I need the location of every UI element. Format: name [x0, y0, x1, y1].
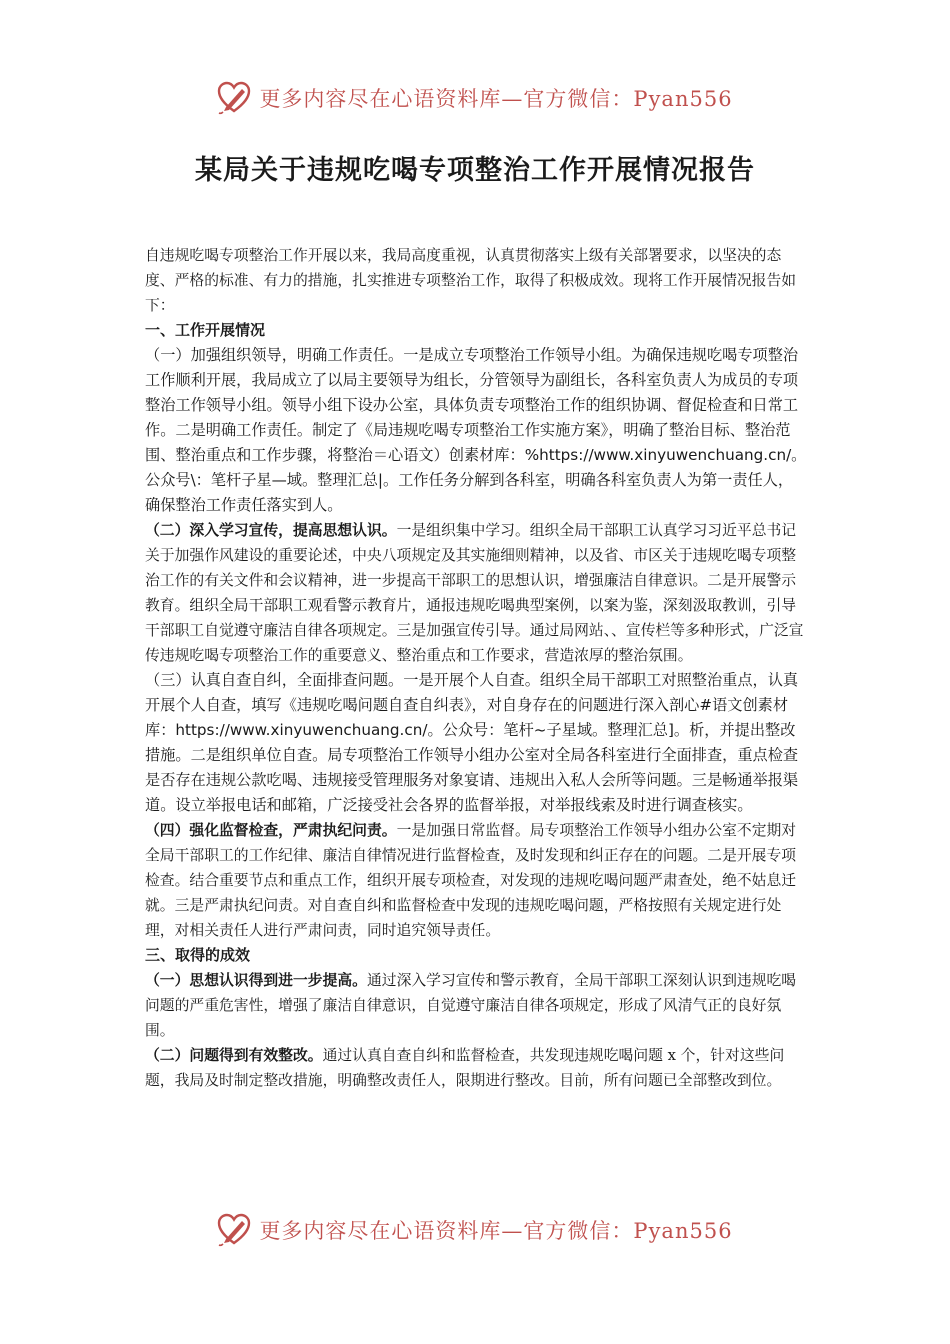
paragraph-body: 通过深入学习宣传和警示教育，全局干部职工深刻认识到违规吃喝问题的严重危害性，增强了廉洁自律意识，自觉遵守廉洁自律各项规定，形成了风清气正的良好氛围。 [145, 972, 797, 1039]
paragraph-study-publicity [145, 518, 807, 668]
footer-watermark-banner [0, 1210, 950, 1250]
paragraph-supervision [145, 818, 807, 943]
banner-text: 更多内容尽在心语资料库—官方微信：Pyan556 [259, 87, 733, 111]
section-heading-work-status: 一、工作开展情况 [145, 321, 266, 339]
banner-text: 更多内容尽在心语资料库—官方微信：Pyan556 [259, 1219, 733, 1243]
paragraph-lead: （一）思想认识得到进一步提高。 [145, 972, 367, 989]
paragraph-awareness-improved [145, 968, 807, 1043]
paragraph-organization-leadership [145, 343, 807, 518]
section-heading-results: 三、取得的成效 [145, 946, 251, 964]
paragraph-body: 一是成立专项整治工作领导小组。为确保违规吃喝专项整治工作顺利开展，我局成立了以局主要领导为组长，分管领导为副组长，各科室负责人为成员的专项整治工作领导小组。领导小组下设办公室，具体负责专项整治工作的组织协调、督促检查和日常工作。二是明确工作责任。制定了《局违规吃喝专项整治工作实施方案》，明确了整治目标、整治范围、整治重点和工作步骤，将整治＝心语文）创素材库：%https://www.xinyuwenchuang.cn/。公众号\：笔杆子星—域。整理汇总|。工作任务分解到各科室，明确各科室负责人为第一责任人，确保整治工作责任落实到人。 [145, 346, 807, 514]
paragraph-lead: （四）强化监督检查，严肃执纪问责。 [145, 822, 397, 839]
paragraph-problems-rectified [145, 1043, 807, 1093]
intro-paragraph: 自违规吃喝专项整治工作开展以来，我局高度重视，认真贯彻落实上级有关部署要求，以坚决的态度、严格的标准、有力的措施，扎实推进专项整治工作，取得了积极成效。现将工作开展情况报告如下： [145, 247, 797, 314]
paragraph-lead: （二）问题得到有效整改。 [145, 1047, 323, 1064]
document-body [145, 243, 807, 1093]
paragraph-self-inspection [145, 668, 807, 818]
paragraph-body: 通过认真自查自纠和监督检查，共发现违规吃喝问题 x 个，针对这些问题，我局及时制定整改措施，明确整改责任人，限期进行整改。目前，所有问题已全部整改到位。 [145, 1047, 785, 1089]
pen-heart-logo-icon [217, 1213, 251, 1247]
paragraph-body: 一是加强日常监督。局专项整治工作领导小组办公室不定期对全局干部职工的工作纪律、廉洁自律情况进行监督检查，及时发现和纠正存在的问题。二是开展专项检查。结合重要节点和重点工作，组织开展专项检查，对发现的违规吃喝问题严肃查处，绝不姑息迁就。三是严肃执纪问责。对自查自纠和监督检查中发现的违规吃喝问题，严格按照有关规定进行处理，对相关责任人进行严肃问责，同时追究领导责任。 [145, 822, 797, 939]
document-title: 某局关于违规吃喝专项整治工作开展情况报告 [195, 155, 755, 186]
pen-heart-logo-icon [217, 81, 251, 115]
paragraph-lead: （一）加强组织领导，明确工作责任。 [145, 346, 404, 364]
paragraph-body: 一是组织集中学习。组织全局干部职工认真学习习近平总书记关于加强作风建设的重要论述，中央八项规定及其实施细则精神，以及省、市区关于违规吃喝专项整治工作的有关文件和会议精神，进一步提高干部职工的思想认识，增强廉洁自律意识。二是开展警示教育。组织全局干部职工观看警示教育片，通报违规吃喝典型案例，以案为鉴，深刻汲取教训，引导干部职工自觉遵守廉洁自律各项规定。三是加强宣传引导。通过局网站、、宣传栏等多种形式，广泛宣传违规吃喝专项整治工作的重要意义、整治重点和工作要求，营造浓厚的整治氛围。 [145, 522, 804, 664]
paragraph-lead: （三）认真自查自纠，全面排查问题。 [145, 671, 404, 689]
paragraph-body: 一是开展个人自查。组织全局干部职工对照整治重点，认真开展个人自查，填写《违规吃喝问题自查自纠表》，对自身存在的问题进行深入剖心#语文创素材库：https://www.xinyuwenchuang.cn/。公众号：笔杆~子星域。整理汇总]。析，并提出整改措施。二是组织单位自查。局专项整治工作领导小组办公室对全局各科室进行全面排查，重点检查是否存在违规公款吃喝、违规接受管理服务对象宴请、违规出入私人会所等问题。三是畅通举报渠道。设立举报电话和邮箱，广泛接受社会各界的监督举报，对举报线索及时进行调查核实。 [145, 671, 799, 814]
header-watermark-banner [0, 78, 950, 118]
paragraph-lead: （二）深入学习宣传，提高思想认识。 [145, 522, 397, 539]
